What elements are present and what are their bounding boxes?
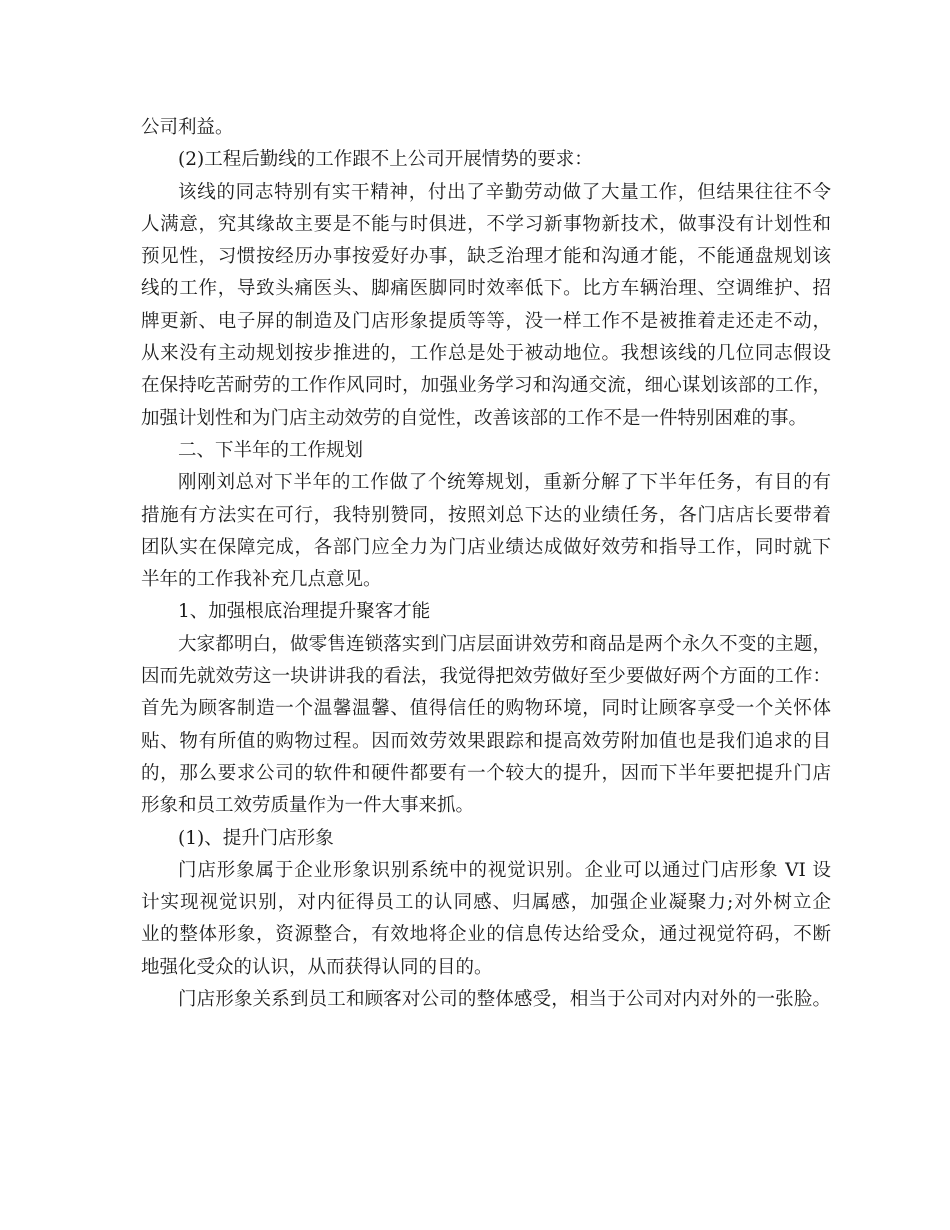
text-line: 预见性，习惯按经历办事按爱好办事，缺乏治理才能和沟通才能，不能通盘规划该 xyxy=(141,246,831,268)
text-line: 地强化受众的认识，从而获得认同的目的。 xyxy=(141,956,493,978)
text-line: 形象和员工效劳质量作为一件大事来抓。 xyxy=(141,795,475,817)
text-line: 大家都明白，做零售连锁落实到门店层面讲效劳和商品是两个永久不变的主题， xyxy=(178,633,831,655)
text-line: 在保持吃苦耐劳的工作作风同时，加强业务学习和沟通交流，细心谋划该部的工作， xyxy=(141,375,831,397)
text-line: 该线的同志特别有实干精神，付出了辛勤劳动做了大量工作，但结果往往不令 xyxy=(178,181,831,203)
text-line: 措施有方法实在可行，我特别赞同，按照刘总下达的业绩任务，各门店店长要带着 xyxy=(141,504,831,526)
text-line: (1)、提升门店形象 xyxy=(178,827,334,849)
text-line: 1、加强根底治理提升聚客才能 xyxy=(178,601,431,623)
text-line: 首先为顾客制造一个温馨温馨、值得信任的购物环境，同时让顾客享受一个关怀体 xyxy=(141,698,831,720)
text-line: 半年的工作我补充几点意见。 xyxy=(141,569,382,591)
text-line: 牌更新、电子屏的制造及门店形象提质等等，没一样工作不是被推着走还走不动， xyxy=(141,310,831,332)
text-line: 公司利益。 xyxy=(141,117,234,138)
text-line: 刚刚刘总对下半年的工作做了个统筹规划，重新分解了下半年任务，有目的有 xyxy=(178,472,831,494)
text-line: 门店形象关系到员工和顾客对公司的整体感受，相当于公司对内对外的一张脸。 xyxy=(178,989,831,1011)
text-line: 从来没有主动规划按步推进的，工作总是处于被动地位。我想该线的几位同志假设 xyxy=(141,343,831,365)
text-line: 因而先就效劳这一块讲讲我的看法，我觉得把效劳做好至少要做好两个方面的工作： xyxy=(141,666,831,688)
text-line: (2)工程后勤线的工作跟不上公司开展情势的要求： xyxy=(178,149,593,171)
text-line: 计实现视觉识别，对内征得员工的认同感、归属感，加强企业凝聚力;对外树立企 xyxy=(141,892,831,914)
text-line: 业的整体形象，资源整合，有效地将企业的信息传达给受众，通过视觉符码，不断 xyxy=(141,924,831,946)
text-line: 人满意，究其缘故主要是不能与时俱进，不学习新事物新技术，做事没有计划性和 xyxy=(141,213,831,235)
text-line: 门店形象属于企业形象识别系统中的视觉识别。企业可以通过门店形象 VI 设 xyxy=(178,859,831,881)
text-line: 二、下半年的工作规划 xyxy=(178,439,364,461)
document-page xyxy=(141,112,831,1016)
text-line: 团队实在保障完成，各部门应全力为门店业绩达成做好效劳和指导工作，同时就下 xyxy=(141,536,831,558)
text-line: 的，那么要求公司的软件和硬件都要有一个较大的提升，因而下半年要把提升门店 xyxy=(141,762,831,784)
text-line: 贴、物有所值的购物过程。因而效劳效果跟踪和提高效劳附加值也是我们追求的目 xyxy=(141,730,831,752)
text-line: 线的工作，导致头痛医头、脚痛医脚同时效率低下。比方车辆治理、空调维护、招 xyxy=(141,278,831,300)
text-line: 加强计划性和为门店主动效劳的自觉性，改善该部的工作不是一件特别困难的事。 xyxy=(141,407,808,429)
